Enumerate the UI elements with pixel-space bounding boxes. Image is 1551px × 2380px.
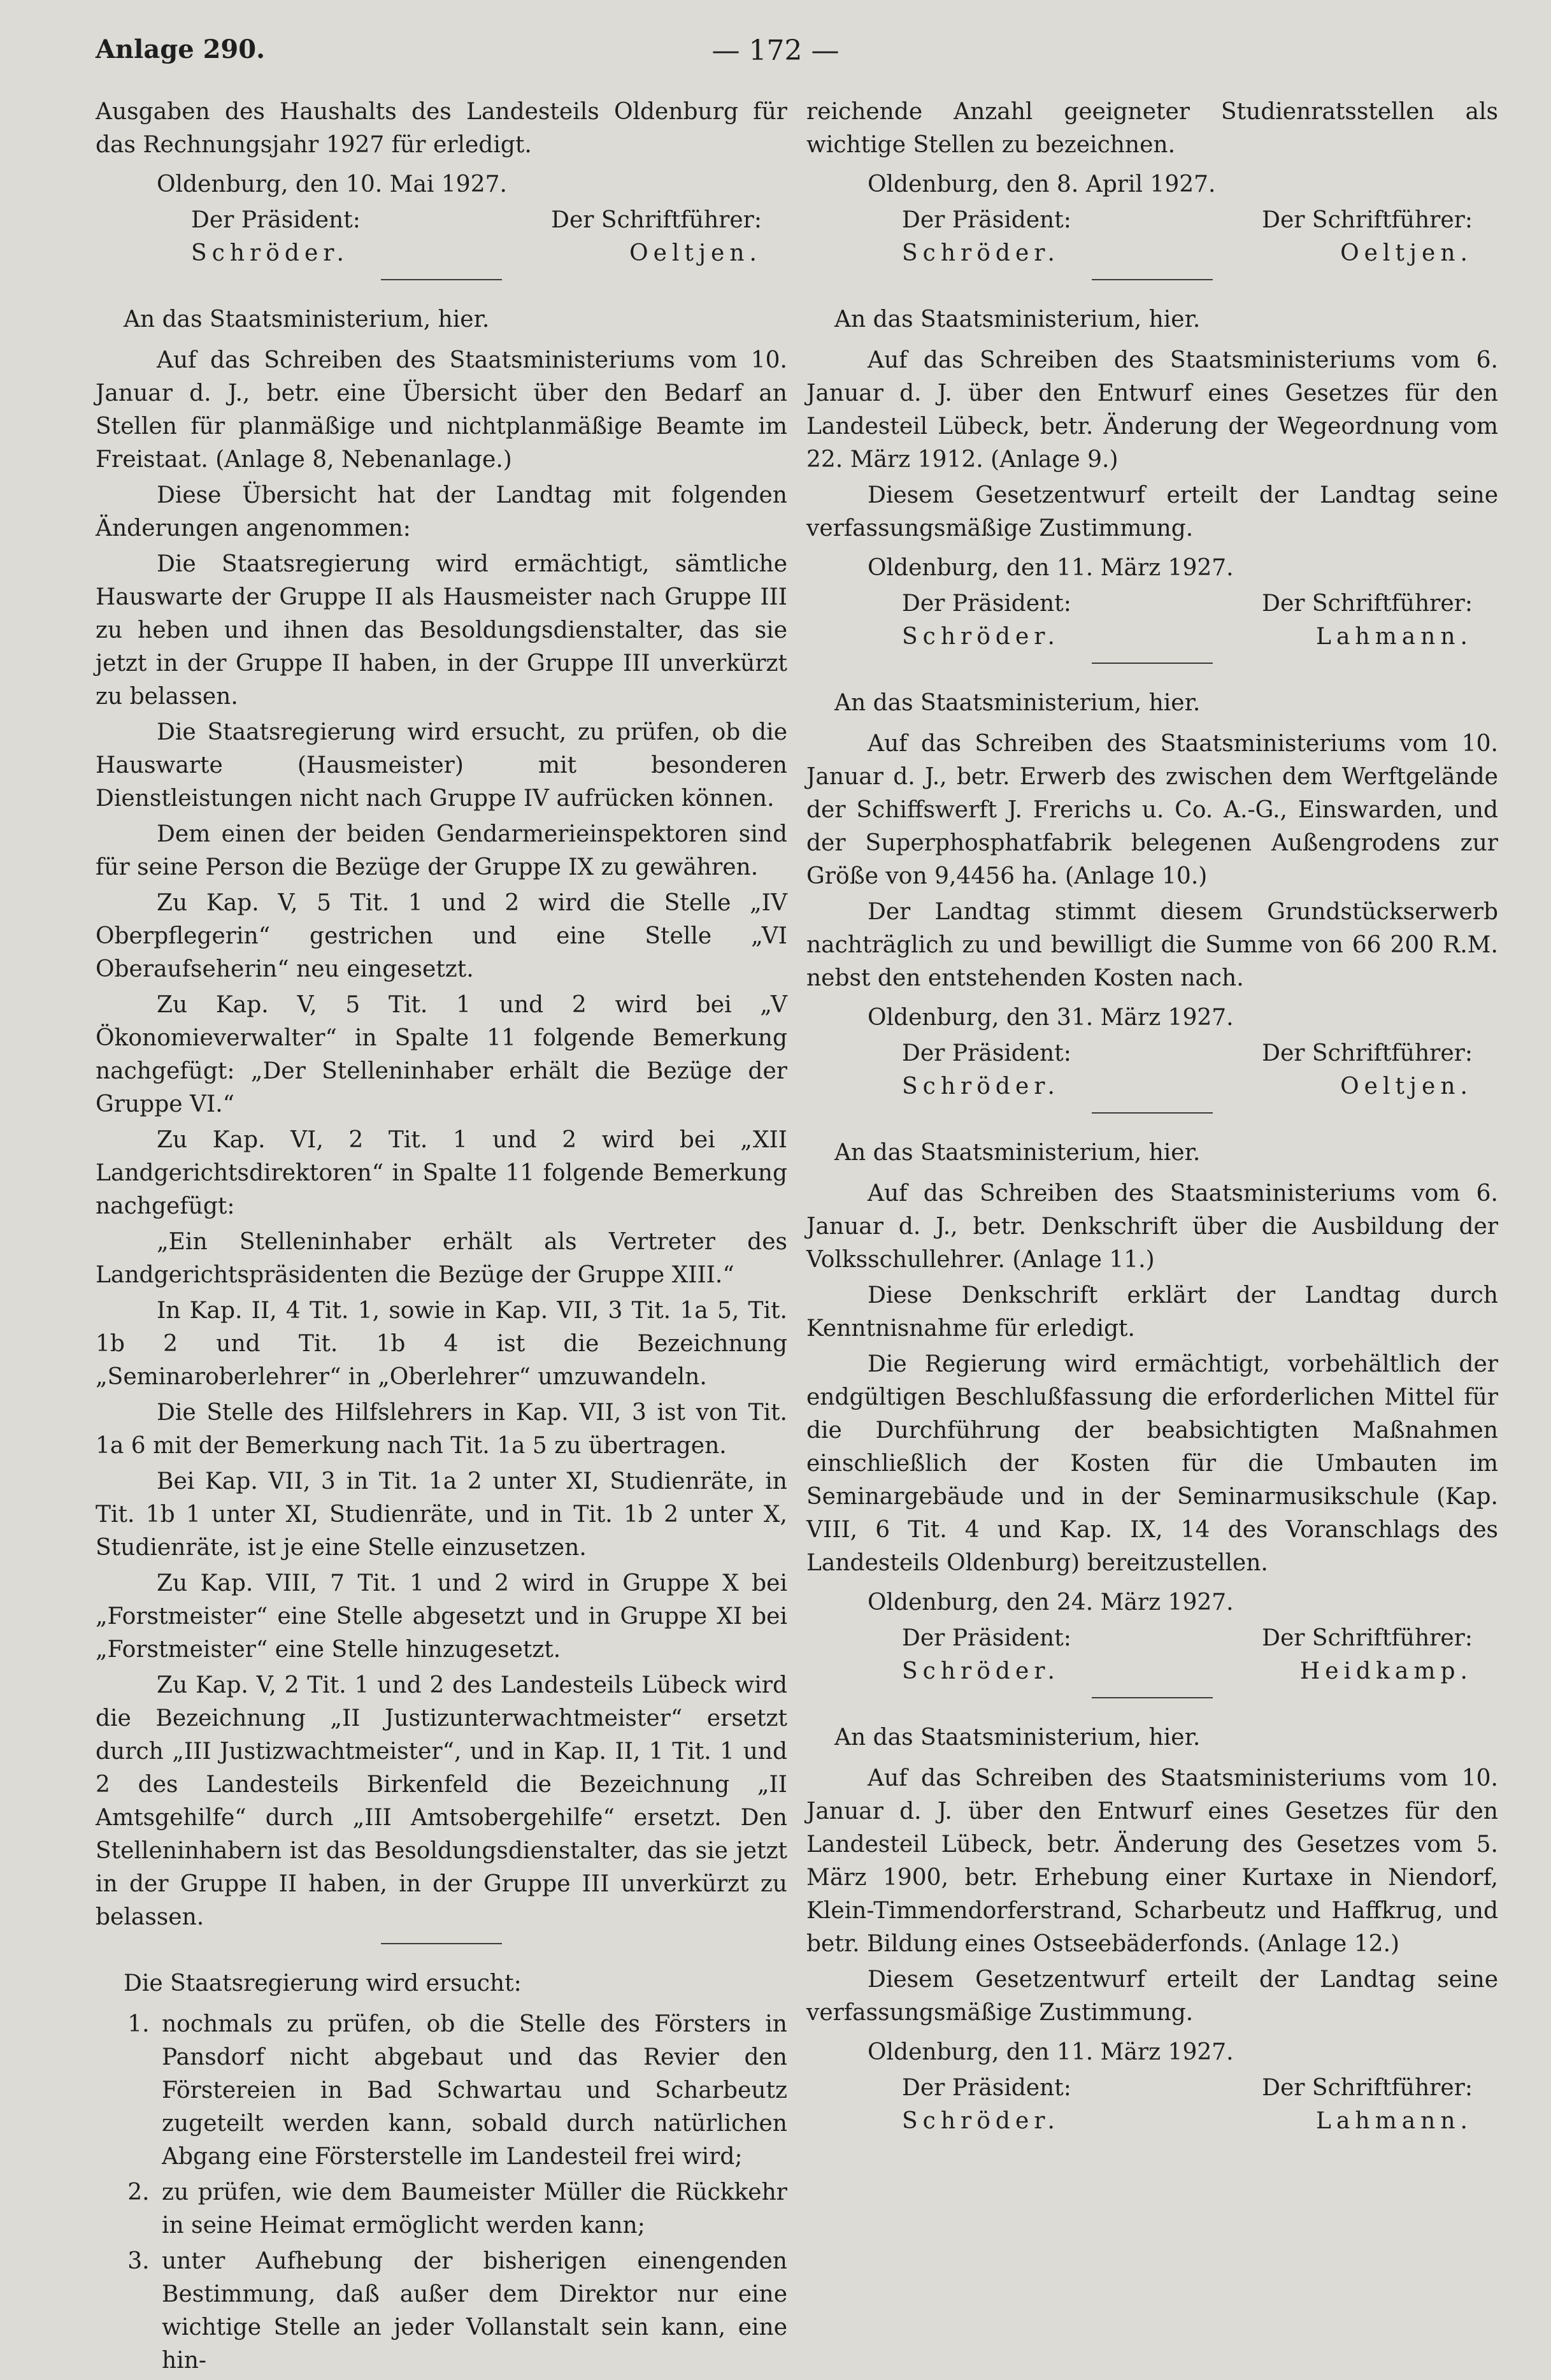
name-president: Schröder.: [191, 240, 349, 266]
name-secretary: Oeltjen.: [1340, 1073, 1473, 1100]
paragraph: Auf das Schreiben des Staatsministeriums vom 10. Januar d. J. über den Entwurf eines Gesetzes für den Landesteil Lübeck, betr. Änderung des Gesetzes vom 5. März 1900, betr. Erhebung einer Kurtaxe in Niendorf, Klein-Timmendorferstrand, Scharbeutz und Haffkrug, und betr. Bildung eines Ostseebäderfonds. (Anlage 12.): [806, 1765, 1498, 1957]
paragraph: Die Staatsregierung wird ermächtigt, sämtliche Hauswarte der Gruppe II als Hausmeister nach Gruppe III zu heben und ihnen das Besoldungsdienstalter, das sie jetzt in der Gruppe II haben, in der Gruppe III unverkürzt zu belassen.: [96, 551, 787, 710]
role-president: Der Präsident:: [902, 1625, 1071, 1651]
name-secretary: Lahmann.: [1316, 624, 1473, 650]
paragraph: In Kap. II, 4 Tit. 1, sowie in Kap. VII, 3 Tit. 1a 5, Tit. 1b 2 und Tit. 1b 4 ist die Bezeichnung „Seminaroberlehrer“ in „Oberlehrer“ umzuwandeln.: [96, 1298, 787, 1390]
name-secretary: Oeltjen.: [629, 240, 762, 266]
left-column: [96, 96, 787, 2380]
signature-block: [806, 552, 1498, 654]
role-president: Der Präsident:: [191, 207, 361, 233]
anlage-label: Anlage 290.: [96, 34, 265, 64]
signature-names: [806, 1070, 1498, 1103]
signature-date: Oldenburg, den 10. Mai 1927.: [157, 171, 507, 197]
role-secretary: Der Schriftführer:: [1262, 1040, 1473, 1066]
list-item: 2. zu prüfen, wie dem Baumeister Müller die Rückkehr in seine Heimat ermöglicht werden kann;: [157, 2176, 787, 2242]
name-president: Schröder.: [902, 1658, 1060, 1684]
paragraph: Die Stelle des Hilfslehrers in Kap. VII, 3 ist von Tit. 1a 6 mit der Bemerkung nach Tit. 1a 5 zu übertragen.: [96, 1400, 787, 1459]
paragraph: Auf das Schreiben des Staatsministeriums vom 10. Januar d. J., betr. Erwerb des zwischen dem Werftgelände der Schiffswerft J. Frerichs u. Co. A.-G., Einswarden, und der Superphosphatfabrik belegenen Außengrodens zur Größe von 9,4456 ha. (Anlage 10.): [806, 731, 1498, 889]
role-secretary: Der Schriftführer:: [1262, 1625, 1473, 1651]
signature-names: [806, 2105, 1498, 2138]
signature-date: Oldenburg, den 8. April 1927.: [868, 171, 1216, 197]
signature-block: [806, 1001, 1498, 1103]
signature-date: Oldenburg, den 31. März 1927.: [868, 1005, 1234, 1031]
paragraph: Zu Kap. V, 2 Tit. 1 und 2 des Landesteils Lübeck wird die Bezeichnung „II Justizunterwachtmeister“ ersetzt durch „III Justizwachtmeister“, und in Kap. II, 1 Tit. 1 und 2 des Landesteils Birkenfeld die Bezeichnung „II Amtsgehilfe“ durch „III Amtsobergehilfe“ ersetzt. Den Stelleninhabern ist das Besoldungsdienstalter, das sie jetzt in der Gruppe II haben, in der Gruppe III unverkürzt zu belassen.: [96, 1672, 787, 1930]
paragraph: Ausgaben des Haushalts des Landesteils Oldenburg für das Rechnungsjahr 1927 für erledigt.: [96, 99, 787, 158]
signature-roles: [806, 2072, 1498, 2105]
signature-roles: [806, 204, 1498, 237]
signature-roles: [806, 587, 1498, 620]
section-divider: [1092, 1112, 1213, 1114]
role-secretary: Der Schriftführer:: [1262, 2075, 1473, 2101]
signature-names: [96, 237, 787, 270]
paragraph: Zu Kap. VI, 2 Tit. 1 und 2 wird bei „XII Landgerichtsdirektoren“ in Spalte 11 folgende Bemerkung nachgefügt:: [96, 1127, 787, 1219]
role-president: Der Präsident:: [902, 1040, 1071, 1066]
name-secretary: Lahmann.: [1316, 2108, 1473, 2134]
signature-block: [806, 1586, 1498, 1688]
section-address: An das Staatsministerium, hier.: [834, 1724, 1201, 1751]
paragraph: Zu Kap. VIII, 7 Tit. 1 und 2 wird in Gruppe X bei „Forstmeister“ eine Stelle abgesetzt und in Gruppe XI bei „Forstmeister“ eine Stelle hinzugesetzt.: [96, 1570, 787, 1663]
signature-date: Oldenburg, den 24. März 1927.: [868, 1589, 1234, 1616]
paragraph: Der Landtag stimmt diesem Grundstückserwerb nachträglich zu und bewilligt die Summe von 66 200 R.M. nebst den entstehenden Kosten nach.: [806, 899, 1498, 991]
role-secretary: Der Schriftführer:: [1262, 591, 1473, 617]
name-president: Schröder.: [902, 240, 1060, 266]
paragraph: Zu Kap. V, 5 Tit. 1 und 2 wird die Stelle „IV Oberpflegerin“ gestrichen und eine Stelle „VI Oberaufseherin“ neu eingesetzt.: [96, 890, 787, 982]
list-item: 3. unter Aufhebung der bisherigen einengenden Bestimmung, daß außer dem Direktor nur eine wichtige Stelle an jeder Vollanstalt sein kann, eine hin-: [157, 2245, 787, 2377]
signature-names: [806, 620, 1498, 654]
signature-roles: [806, 1622, 1498, 1655]
signature-block: [806, 2036, 1498, 2138]
section-divider: [381, 279, 502, 280]
paragraph: Auf das Schreiben des Staatsministeriums vom 10. Januar d. J., betr. eine Übersicht über den Bedarf an Stellen für planmäßige und nichtplanmäßige Beamte im Freistaat. (Anlage 8, Nebenanlage.): [96, 347, 787, 473]
name-president: Schröder.: [902, 2108, 1060, 2134]
signature-block: [806, 168, 1498, 270]
paragraph: Die Staatsregierung wird ersucht, zu prüfen, ob die Hauswarte (Hausmeister) mit besonderen Dienstleistungen nicht nach Gruppe IV aufrücken können.: [96, 719, 787, 812]
page-header: [96, 27, 1455, 78]
signature-date: Oldenburg, den 11. März 1927.: [868, 555, 1234, 581]
role-president: Der Präsident:: [902, 207, 1071, 233]
section-divider: [1092, 279, 1213, 280]
signature-roles: [96, 204, 787, 237]
name-president: Schröder.: [902, 624, 1060, 650]
paragraph: Zu Kap. V, 5 Tit. 1 und 2 wird bei „V Ökonomieverwalter“ in Spalte 11 folgende Bemerkung nachgefügt: „Der Stelleninhaber erhält die Bezüge der Gruppe VI.“: [96, 992, 787, 1117]
list-item: 1. nochmals zu prüfen, ob die Stelle des Försters in Pansdorf nicht abgebaut und das Revier den Förstereien in Bad Schwartau und Scharbeutz zugeteilt werden kann, sobald durch natürlichen Abgang eine Försterstelle im Landesteil frei wird;: [157, 2008, 787, 2174]
signature-names: [806, 1655, 1498, 1688]
paragraph: Auf das Schreiben des Staatsministeriums vom 6. Januar d. J. über den Entwurf eines Gesetzes für den Landesteil Lübeck, betr. Änderung der Wegeordnung vom 22. März 1912. (Anlage 9.): [806, 347, 1498, 473]
section-divider: [1092, 663, 1213, 664]
name-secretary: Oeltjen.: [1340, 240, 1473, 266]
paragraph: Diese Übersicht hat der Landtag mit folgenden Änderungen angenommen:: [96, 482, 787, 541]
signature-block: [96, 168, 787, 270]
page-number: — 172 —: [711, 34, 840, 67]
paragraph: Diese Denkschrift erklärt der Landtag durch Kenntnisnahme für erledigt.: [806, 1282, 1498, 1342]
section-divider: [1092, 1697, 1213, 1698]
paragraph: Dem einen der beiden Gendarmerieinspektoren sind für seine Person die Bezüge der Gruppe IX zu gewähren.: [96, 821, 787, 880]
section-divider: [381, 1943, 502, 1944]
name-secretary: Heidkamp.: [1299, 1658, 1473, 1684]
signature-roles: [806, 1037, 1498, 1070]
paragraph: Diesem Gesetzentwurf erteilt der Landtag seine verfassungsmäßige Zustimmung.: [806, 1967, 1498, 2026]
paragraph: reichende Anzahl geeigneter Studienratsstellen als wichtige Stellen zu bezeichnen.: [806, 99, 1498, 158]
request-list: [96, 2008, 787, 2377]
role-secretary: Der Schriftführer:: [1262, 207, 1473, 233]
role-secretary: Der Schriftführer:: [551, 207, 762, 233]
paragraph: Bei Kap. VII, 3 in Tit. 1a 2 unter XI, Studienräte, in Tit. 1b 1 unter XI, Studienräte, und in Tit. 1b 2 unter X, Studienräte, ist je eine Stelle einzusetzen.: [96, 1468, 787, 1561]
role-president: Der Präsident:: [902, 591, 1071, 617]
section-address: An das Staatsministerium, hier.: [834, 1140, 1201, 1166]
right-column: [806, 96, 1498, 2138]
signature-date: Oldenburg, den 11. März 1927.: [868, 2039, 1234, 2065]
section-address: An das Staatsministerium, hier.: [834, 306, 1201, 333]
section-address: An das Staatsministerium, hier.: [124, 306, 490, 333]
paragraph: Die Regierung wird ermächtigt, vorbehältlich der endgültigen Beschlußfassung die erforderlichen Mittel für die Durchführung der beabsichtigten Maßnahmen einschließlich der Kosten für die Umbauten im Seminargebäude und in der Seminarmusikschule (Kap. VIII, 6 Tit. 4 und Kap. IX, 14 des Voranschlags des Landesteils Oldenburg) bereitzustellen.: [806, 1351, 1498, 1576]
section-intro: Die Staatsregierung wird ersucht:: [124, 1970, 522, 1996]
paragraph: Diesem Gesetzentwurf erteilt der Landtag seine verfassungsmäßige Zustimmung.: [806, 482, 1498, 541]
paragraph: Auf das Schreiben des Staatsministeriums vom 6. Januar d. J., betr. Denkschrift über die Ausbildung der Volksschullehrer. (Anlage 11.): [806, 1180, 1498, 1273]
section-address: An das Staatsministerium, hier.: [834, 690, 1201, 716]
signature-names: [806, 237, 1498, 270]
name-president: Schröder.: [902, 1073, 1060, 1100]
role-president: Der Präsident:: [902, 2075, 1071, 2101]
paragraph: „Ein Stelleninhaber erhält als Vertreter des Landgerichtspräsidenten die Bezüge der Gruppe XIII.“: [96, 1229, 787, 1288]
